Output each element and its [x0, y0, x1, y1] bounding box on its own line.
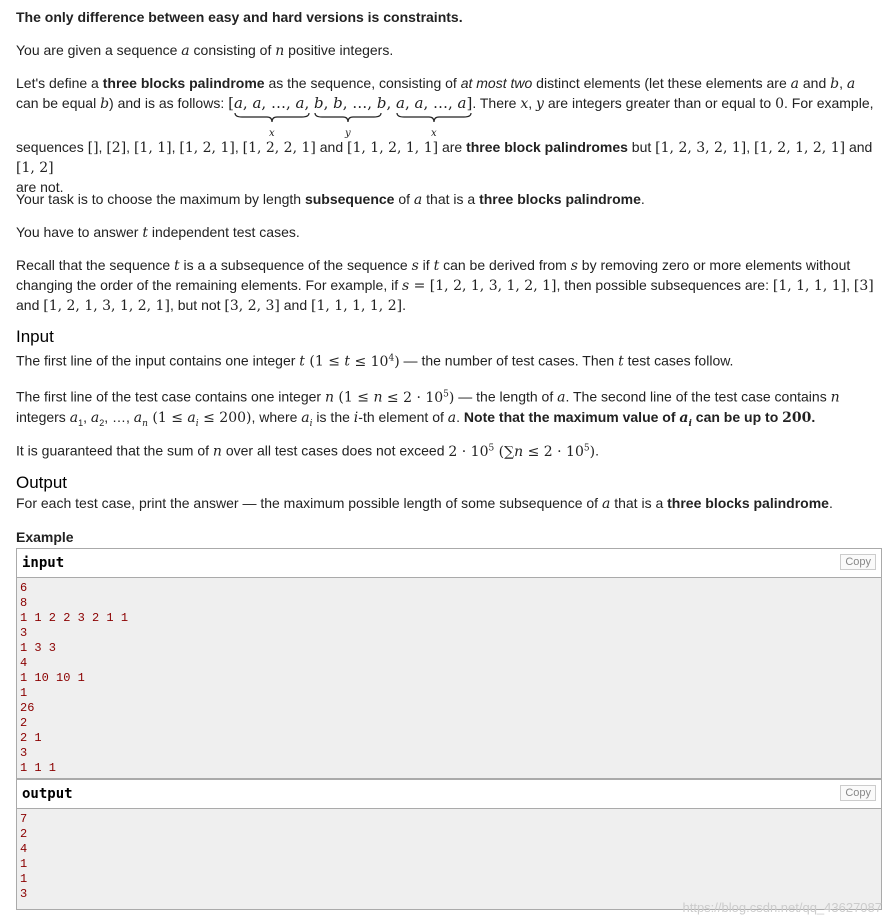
copy-input-button[interactable]: Copy [840, 554, 876, 570]
examples-paragraph: sequences [], [2], [1, 1], [1, 2, 1], [1, 2, 2, 1] and [1, 1, 2, 1, 1] are three block palindromes but [1, 2, 3, 2, 1], [1, 2, 1, 2, 1] and [1, 2] are not. [16, 139, 873, 195]
output-box-body [17, 809, 881, 909]
output-line: For each test case, print the answer — the maximum possible length of some subsequence of a that is a three blocks palindrome. [16, 495, 833, 512]
example-line: 1 1 2 2 3 2 1 1 [20, 611, 129, 625]
input-line-4: It is guaranteed that the sum of n over all test cases does not exceed $2 \cdot 10^5$ $(\sum n \le 2 \cdot 10^5)$. [16, 442, 599, 460]
example-title: Example [16, 529, 74, 545]
example-line: 3 [20, 746, 28, 760]
example-line: 1 3 3 [20, 641, 57, 655]
example-line: 6 [20, 581, 28, 595]
definition-paragraph: Let's define a three blocks palindrome as the sequence, consisting of at most two distinct elements (let these elements are a and b, a can be equal b) and is as follows: [a, a, …, a x , b, b, …, b y , a, a, …, a x ]. There x, y are integers greater than or equal to 0. For example, [16, 75, 874, 139]
example-line: 4 [20, 842, 28, 856]
example-line: 2 1 [20, 731, 42, 745]
example-line: 3 [20, 626, 28, 640]
example-line: 1 [20, 686, 28, 700]
input-box-body [17, 578, 881, 778]
example-line: 8 [20, 596, 28, 610]
input-heading: Input [16, 327, 54, 346]
example-line: 3 [20, 887, 28, 901]
input-box-header [17, 549, 881, 578]
watermark: https://blog.csdn.net/qq_43627087 [682, 900, 882, 915]
task-paragraph: Your task is to choose the maximum by length subsequence of a that is a three blocks palindrome. [16, 191, 645, 208]
input-box-label: input [22, 555, 65, 571]
input-line-1: The first line of the input contains one integer t $(1 \le t \le 10^4)$ — the number of test cases. Then t test cases follow. [16, 352, 734, 370]
input-line-2: The first line of the test case contains one integer n $(1 \le n \le 2 \cdot 10^5)$ — the length of a. The second line of the test case contains n integers $a_1$, $a_2$, …, $a_n$ $(1 \le a_i \le 200)$, where $a_i$ is the i-th element of a. Note that the maximum value of $a_i$ can be up to 200. [16, 388, 840, 429]
difference-note: The only difference between easy and hard versions is constraints. [16, 9, 463, 25]
example-line: 1 10 10 1 [20, 671, 85, 685]
output-box [16, 779, 882, 910]
recall-paragraph: Recall that the sequence t is a a subsequence of the sequence s if t can be derived from s by removing zero or more elements without changing the order of the remaining elements. For example, if s = [1, 2, 1, 3, 1, 2, 1], then possible subsequences are: [1, 1, 1, 1], [3] and [1, 2, 1, 3, 1, 2, 1], but not [3, 2, 3] and [1, 1, 1, 1, 2]. [16, 257, 874, 314]
copy-output-button[interactable]: Copy [840, 785, 876, 801]
output-box-label: output [22, 786, 73, 802]
answer-paragraph: You have to answer t independent test cases. [16, 224, 300, 241]
output-box-header [17, 780, 881, 809]
example-line: 2 [20, 827, 28, 841]
example-line: 1 1 1 [20, 761, 57, 775]
example-line: 26 [20, 701, 35, 715]
example-line: 4 [20, 656, 28, 670]
input-box [16, 548, 882, 779]
given-paragraph: You are given a sequence a consisting of n positive integers. [16, 42, 394, 59]
example-line: 1 [20, 872, 28, 886]
example-line: 7 [20, 812, 28, 826]
output-heading: Output [16, 473, 68, 492]
example-line: 1 [20, 857, 28, 871]
example-line: 2 [20, 716, 28, 730]
